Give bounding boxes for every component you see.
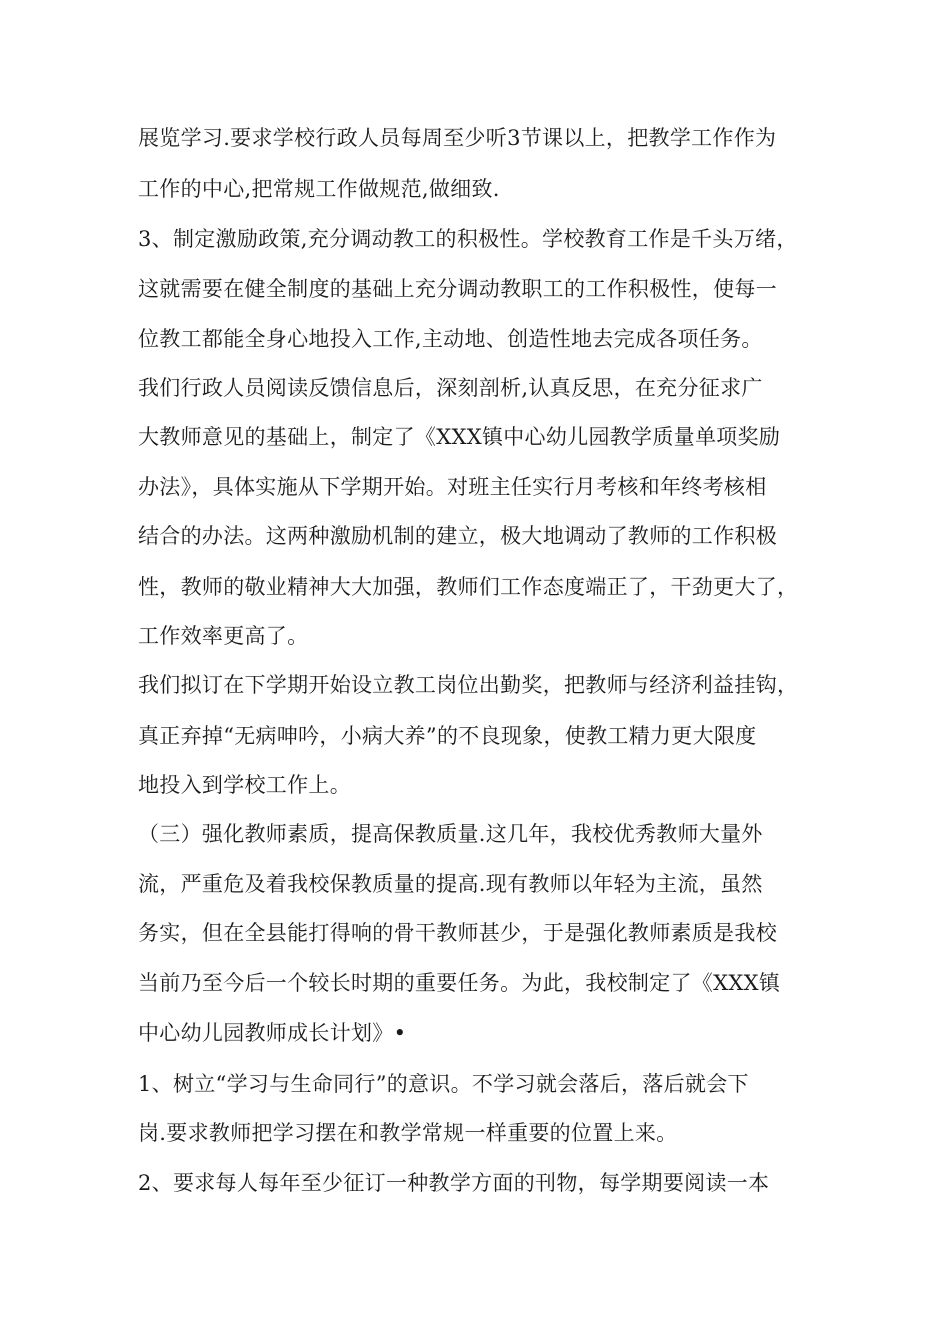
text-line: 当前乃至今后一个较长时期的重要任务。为此，我校制定了《XXX镇 (138, 971, 781, 995)
text-line: 这就需要在健全制度的基础上充分调动教职工的工作积极性，使每一 (138, 277, 777, 301)
text-line: 真正弃掉“无病呻吟，小病大养”的不良现象，使教工精力更大限度 (138, 724, 757, 748)
text-line: 展览学习.要求学校行政人员每周至少听3节课以上，把教学工作作为 (138, 126, 777, 150)
text-line: 性，教师的敬业精神大大加强，教师们工作态度端正了，干劲更大了， (138, 575, 799, 599)
text-line: 地投入到学校工作上。 (138, 773, 351, 797)
text-line: 大教师意见的基础上，制定了《XXX镇中心幼儿园教学质量单项奖励 (138, 425, 781, 449)
text-line: 工作效率更高了。 (138, 624, 309, 648)
text-line: 我们行政人员阅读反馈信息后，深刻剖析,认真反思，在充分征求广 (138, 376, 763, 400)
text-line: 结合的办法。这两种激励机制的建立，极大地调动了教师的工作积极 (138, 524, 777, 548)
text-line: （三）强化教师素质，提高保教质量.这几年，我校优秀教师大量外 (138, 822, 763, 846)
text-line: 办法》，具体实施从下学期开始。对班主任实行月考核和年终考核相 (138, 475, 767, 499)
text-line: 位教工都能全身心地投入工作,主动地、创造性地去完成各项任务。 (138, 327, 763, 351)
text-line: 务实，但在全县能打得响的骨干教师甚少，于是强化教师素质是我校 (138, 921, 777, 945)
text-line: 1、树立“学习与生命同行”的意识。不学习就会落后，落后就会下 (138, 1072, 749, 1096)
text-line: 中心幼儿园教师成长计划》• (138, 1021, 407, 1045)
text-line: 我们拟订在下学期开始设立教工岗位出勤奖，把教师与经济利益挂钩， (138, 673, 799, 697)
text-line: 工作的中心,把常规工作做规范,做细致. (138, 177, 500, 201)
text-line: 流，严重危及着我校保教质量的提高.现有教师以年轻为主流，虽然 (138, 872, 763, 896)
text-line: 2、要求每人每年至少征订一种教学方面的刊物，每学期要阅读一本 (138, 1171, 770, 1195)
text-line: 岗.要求教师把学习摆在和教学常规一样重要的位置上来。 (138, 1121, 678, 1145)
text-line: 3、制定激励政策,充分调动教工的积极性。学校教育工作是千头万绪， (138, 227, 798, 251)
